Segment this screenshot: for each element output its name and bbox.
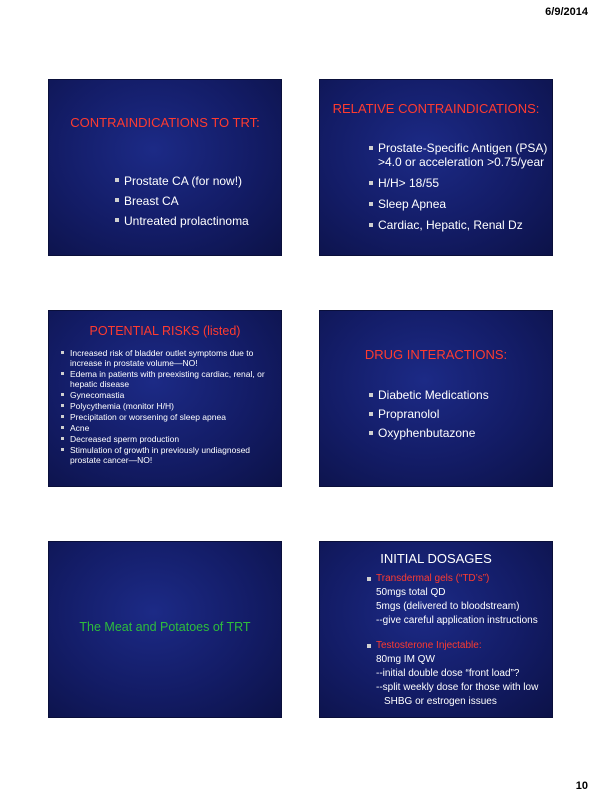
slide-title: POTENTIAL RISKS (listed): [89, 324, 241, 338]
section-line: SHBG or estrogen issues: [384, 696, 497, 707]
bullet-list: [369, 386, 489, 443]
slide-initial-dosages: [320, 542, 552, 717]
page-number: 10: [575, 780, 588, 792]
slide-title: RELATIVE CONTRAINDICATIONS:: [332, 101, 540, 116]
section-line: --split weekly dose for those with low: [376, 682, 539, 693]
slide-title: The Meat and Potatoes of TRT: [79, 620, 251, 634]
section-heading: Testosterone Injectable:: [367, 639, 547, 653]
slide-relative-contraindications: [320, 80, 552, 255]
bullet-list: [61, 348, 276, 466]
list-item: Sleep Apnea: [369, 197, 549, 211]
list-item: Stimulation of growth in previously undiagnosed prostate cancer—NO!: [61, 445, 276, 465]
list-item: Cardiac, Hepatic, Renal Dz: [369, 218, 549, 232]
list-item: Oxyphenbutazone: [369, 424, 489, 443]
section-line: --initial double dose “front load”?: [376, 668, 520, 679]
list-item: Increased risk of bladder outlet symptoms due to increase in prostate volume—NO!: [61, 348, 276, 368]
bullet-list: [369, 141, 549, 239]
list-item: Acne: [61, 423, 276, 433]
slide-title: CONTRAINDICATIONS TO TRT:: [70, 115, 260, 130]
list-item: Prostate-Specific Antigen (PSA) >4.0 or acceleration >0.75/year: [369, 141, 549, 169]
list-item: H/H> 18/55: [369, 176, 549, 190]
list-item: Polycythemia (monitor H/H): [61, 401, 276, 411]
list-item: Propranolol: [369, 405, 489, 424]
slide-drug-interactions: [320, 311, 552, 486]
list-item: Diabetic Medications: [369, 386, 489, 405]
dosage-section-injectable: [367, 639, 547, 709]
list-item: Prostate CA (for now!): [115, 171, 249, 191]
slide-meat-and-potatoes: [49, 542, 281, 717]
list-item: Untreated prolactinoma: [115, 211, 249, 231]
bullet-list: [115, 171, 249, 231]
page-date: 6/9/2014: [545, 6, 588, 18]
list-item: Decreased sperm production: [61, 434, 276, 444]
list-item: Breast CA: [115, 191, 249, 211]
section-heading: Transdermal gels (“TD’s”): [367, 572, 547, 586]
slide-title: DRUG INTERACTIONS:: [364, 347, 508, 362]
slide-title: INITIAL DOSAGES: [380, 551, 492, 566]
list-item: Precipitation or worsening of sleep apnea: [61, 412, 276, 422]
list-item: Edema in patients with preexisting cardiac, renal, or hepatic disease: [61, 369, 276, 389]
section-line: 80mg IM QW: [376, 654, 435, 665]
section-line: 50mgs total QD: [376, 587, 446, 598]
section-line: 5mgs (delivered to bloodstream): [376, 601, 520, 612]
section-line: --give careful application instructions: [376, 615, 538, 626]
slide-potential-risks: [49, 311, 281, 486]
dosage-section-transdermal: [367, 572, 547, 628]
list-item: Gynecomastia: [61, 390, 276, 400]
slide-contraindications: [49, 80, 281, 255]
